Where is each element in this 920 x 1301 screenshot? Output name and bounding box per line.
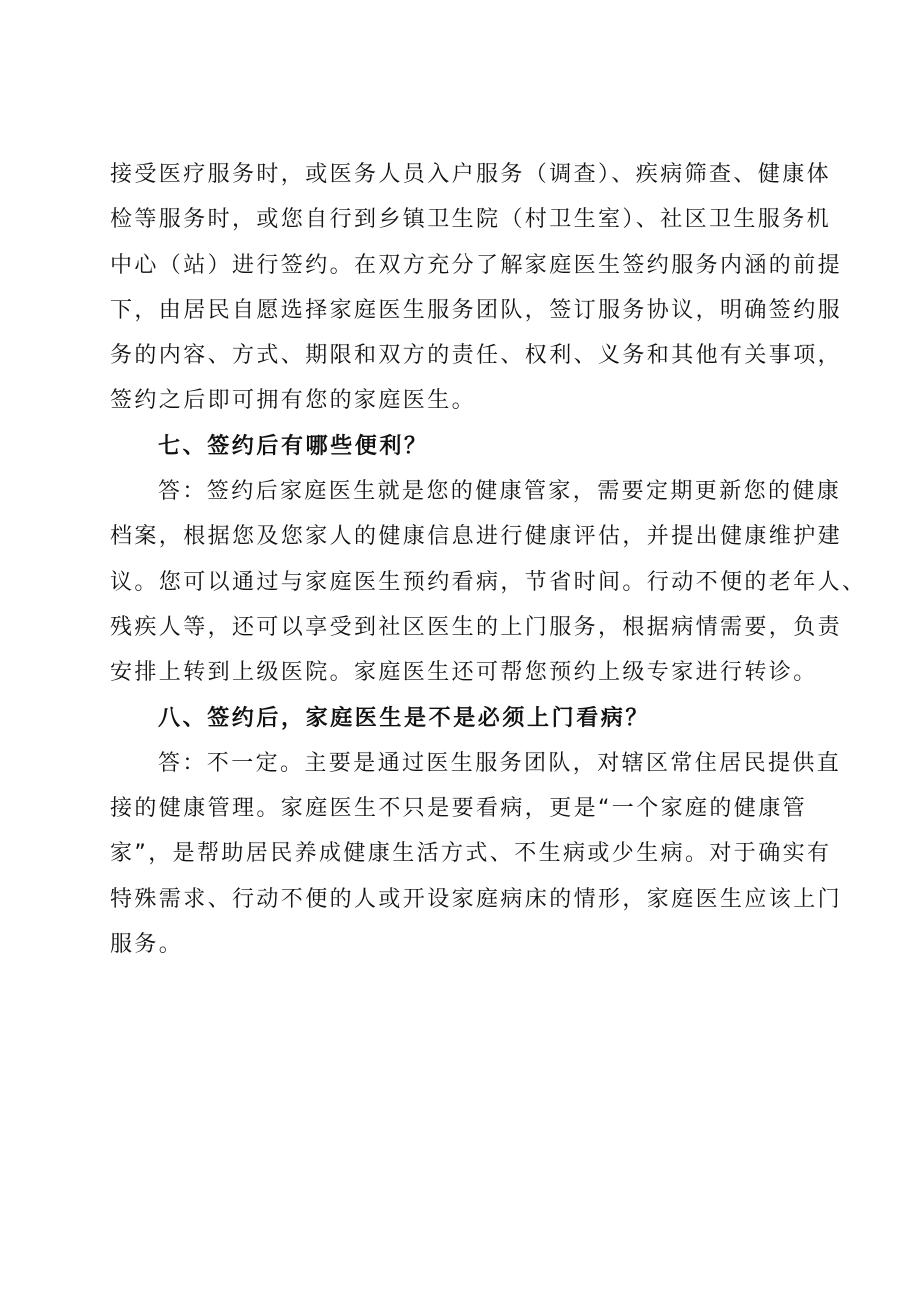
answer-paragraph-start: 答：签约后家庭医生就是您的健康管家，需要定期更新您的健康 xyxy=(158,479,842,505)
answer-paragraph-start: 答：不一定。主要是通过医生服务团队，对辖区常住居民提供直 xyxy=(158,750,842,776)
body-line: 家”，是帮助居民养成健康生活方式、不生病或少生病。对于确实有 xyxy=(110,841,832,867)
body-line: 中心（站）进行签约。在双方充分了解家庭医生签约服务内涵的前提 xyxy=(110,252,843,278)
body-line: 务的内容、方式、期限和双方的责任、权利、义务和其他有关事项， xyxy=(110,343,843,369)
body-line: 特殊需求、行动不便的人或开设家庭病床的情形，家庭医生应该上门 xyxy=(110,886,843,912)
document-body xyxy=(110,152,867,967)
body-line: 残疾人等，还可以享受到社区医生的上门服务，根据病情需要，负责 xyxy=(110,614,843,640)
body-line: 档案，根据您及您家人的健康信息进行健康评估，并提出健康维护建 xyxy=(110,524,843,550)
body-line: 安排上转到上级医院。家庭医生还可帮您预约上级专家进行转诊。 xyxy=(110,660,818,686)
body-line: 议。您可以通过与家庭医生预约看病，节省时间。行动不便的老年人、 xyxy=(110,569,867,595)
section-heading-7: 七、签约后有哪些便利？ xyxy=(158,433,429,459)
body-line: 检等服务时，或您自行到乡镇卫生院（村卫生室）、社区卫生服务机 xyxy=(110,207,832,233)
body-line: 服务。 xyxy=(110,932,184,958)
body-line: 接的健康管理。家庭医生不只是要看病，更是“一个家庭的健康管 xyxy=(110,796,807,822)
body-line: 下，由居民自愿选择家庭医生服务团队，签订服务协议，明确签约服 xyxy=(110,297,843,323)
body-line: 接受医疗服务时，或医务人员入户服务（调查）、疾病筛查、健康体 xyxy=(110,162,832,187)
body-line: 签约之后即可拥有您的家庭医生。 xyxy=(110,388,477,414)
section-heading-8: 八、签约后，家庭医生是不是必须上门看病？ xyxy=(158,705,651,731)
